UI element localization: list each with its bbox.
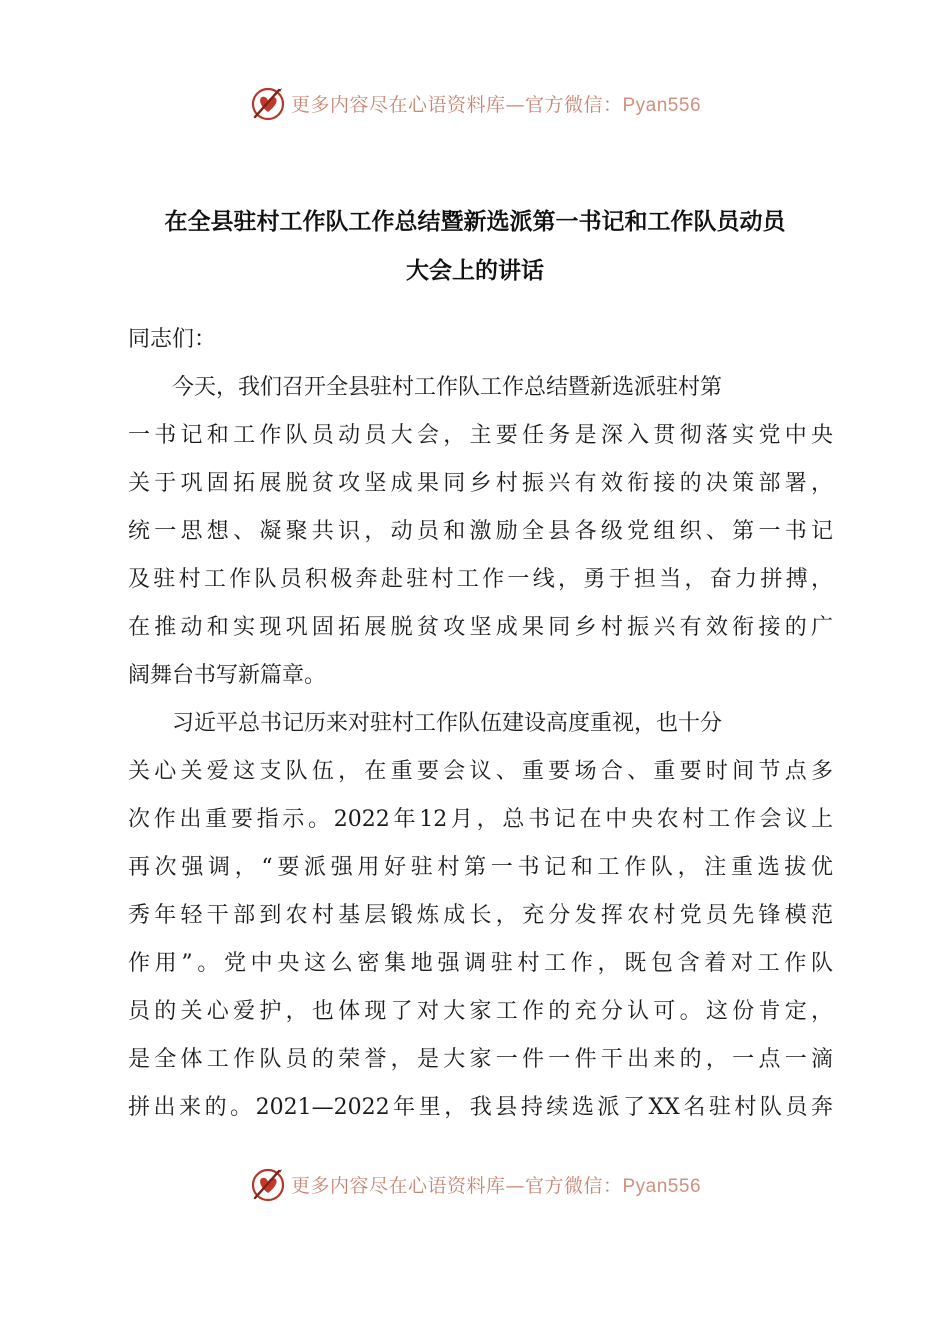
header-banner-text — [291, 90, 701, 117]
wechat-id: Pyan556 — [622, 1175, 702, 1197]
para1-line-2: 一书记和工作队员动员大会，主要任务是深入贯彻落实党中央 — [128, 423, 833, 448]
para2-line-6: 作用”。党中央这么密集地强调驻村工作，既包含着对工作队 — [128, 951, 833, 976]
para2-line-8: 是全体工作队员的荣誉，是大家一件一件干出来的，一点一滴 — [128, 1047, 833, 1072]
para1-line-7: 阔舞台书写新篇章。 — [128, 663, 327, 688]
site-text: 更多内容尽在心语资料库 — [290, 1174, 506, 1197]
document-title-line-2: 大会上的讲话 — [406, 258, 544, 284]
para2-line-4: 再次强调，“要派强用好驻村第一书记和工作队，注重选拔优 — [128, 855, 833, 880]
site-text: 更多内容尽在心语资料库 — [290, 93, 506, 116]
wechat-id: Pyan556 — [622, 94, 702, 116]
heart-pen-logo-icon — [249, 85, 287, 121]
document-title-line-1: 在全县驻村工作队工作总结暨新选派第一书记和工作队员动员 — [164, 209, 786, 235]
para1-line-6: 在推动和实现巩固拓展脱贫攻坚成果同乡村振兴有效衔接的广 — [128, 615, 833, 640]
para1-line-4: 统一思想、凝聚共识，动员和激励全县各级党组织、第一书记 — [128, 519, 833, 544]
separator: — — [505, 1174, 525, 1197]
footer-banner — [0, 1164, 950, 1204]
para2-line-9: 拼出来的。2021—2022年里，我县持续选派了XX名驻村队员奔 — [128, 1095, 833, 1120]
wechat-label: 官方微信： — [524, 1174, 623, 1197]
para2-line-7: 员的关心爱护，也体现了对大家工作的充分认可。这份肯定， — [128, 999, 833, 1024]
footer-banner-text — [291, 1171, 701, 1198]
para1-line-1: 今天，我们召开全县驻村工作队工作总结暨新选派驻村第 — [172, 375, 723, 400]
para2-line-2: 关心关爱这支队伍，在重要会议、重要场合、重要时间节点多 — [128, 759, 833, 784]
para2-line-1: 习近平总书记历来对驻村工作队伍建设高度重视，也十分 — [172, 711, 723, 736]
para2-line-3: 次作出重要指示。2022年12月，总书记在中央农村工作会议上 — [128, 807, 833, 832]
heart-pen-logo-icon — [249, 1166, 287, 1202]
para1-line-3: 关于巩固拓展脱贫攻坚成果同乡村振兴有效衔接的决策部署， — [128, 471, 833, 496]
header-banner — [0, 83, 950, 123]
wechat-label: 官方微信： — [524, 93, 623, 116]
para1-line-5: 及驻村工作队员积极奔赴驻村工作一线，勇于担当，奋力拼搏， — [128, 567, 833, 592]
salutation: 同志们： — [128, 327, 217, 352]
para2-line-5: 秀年轻干部到农村基层锻炼成长，充分发挥农村党员先锋模范 — [128, 903, 833, 928]
separator: — — [505, 93, 525, 116]
